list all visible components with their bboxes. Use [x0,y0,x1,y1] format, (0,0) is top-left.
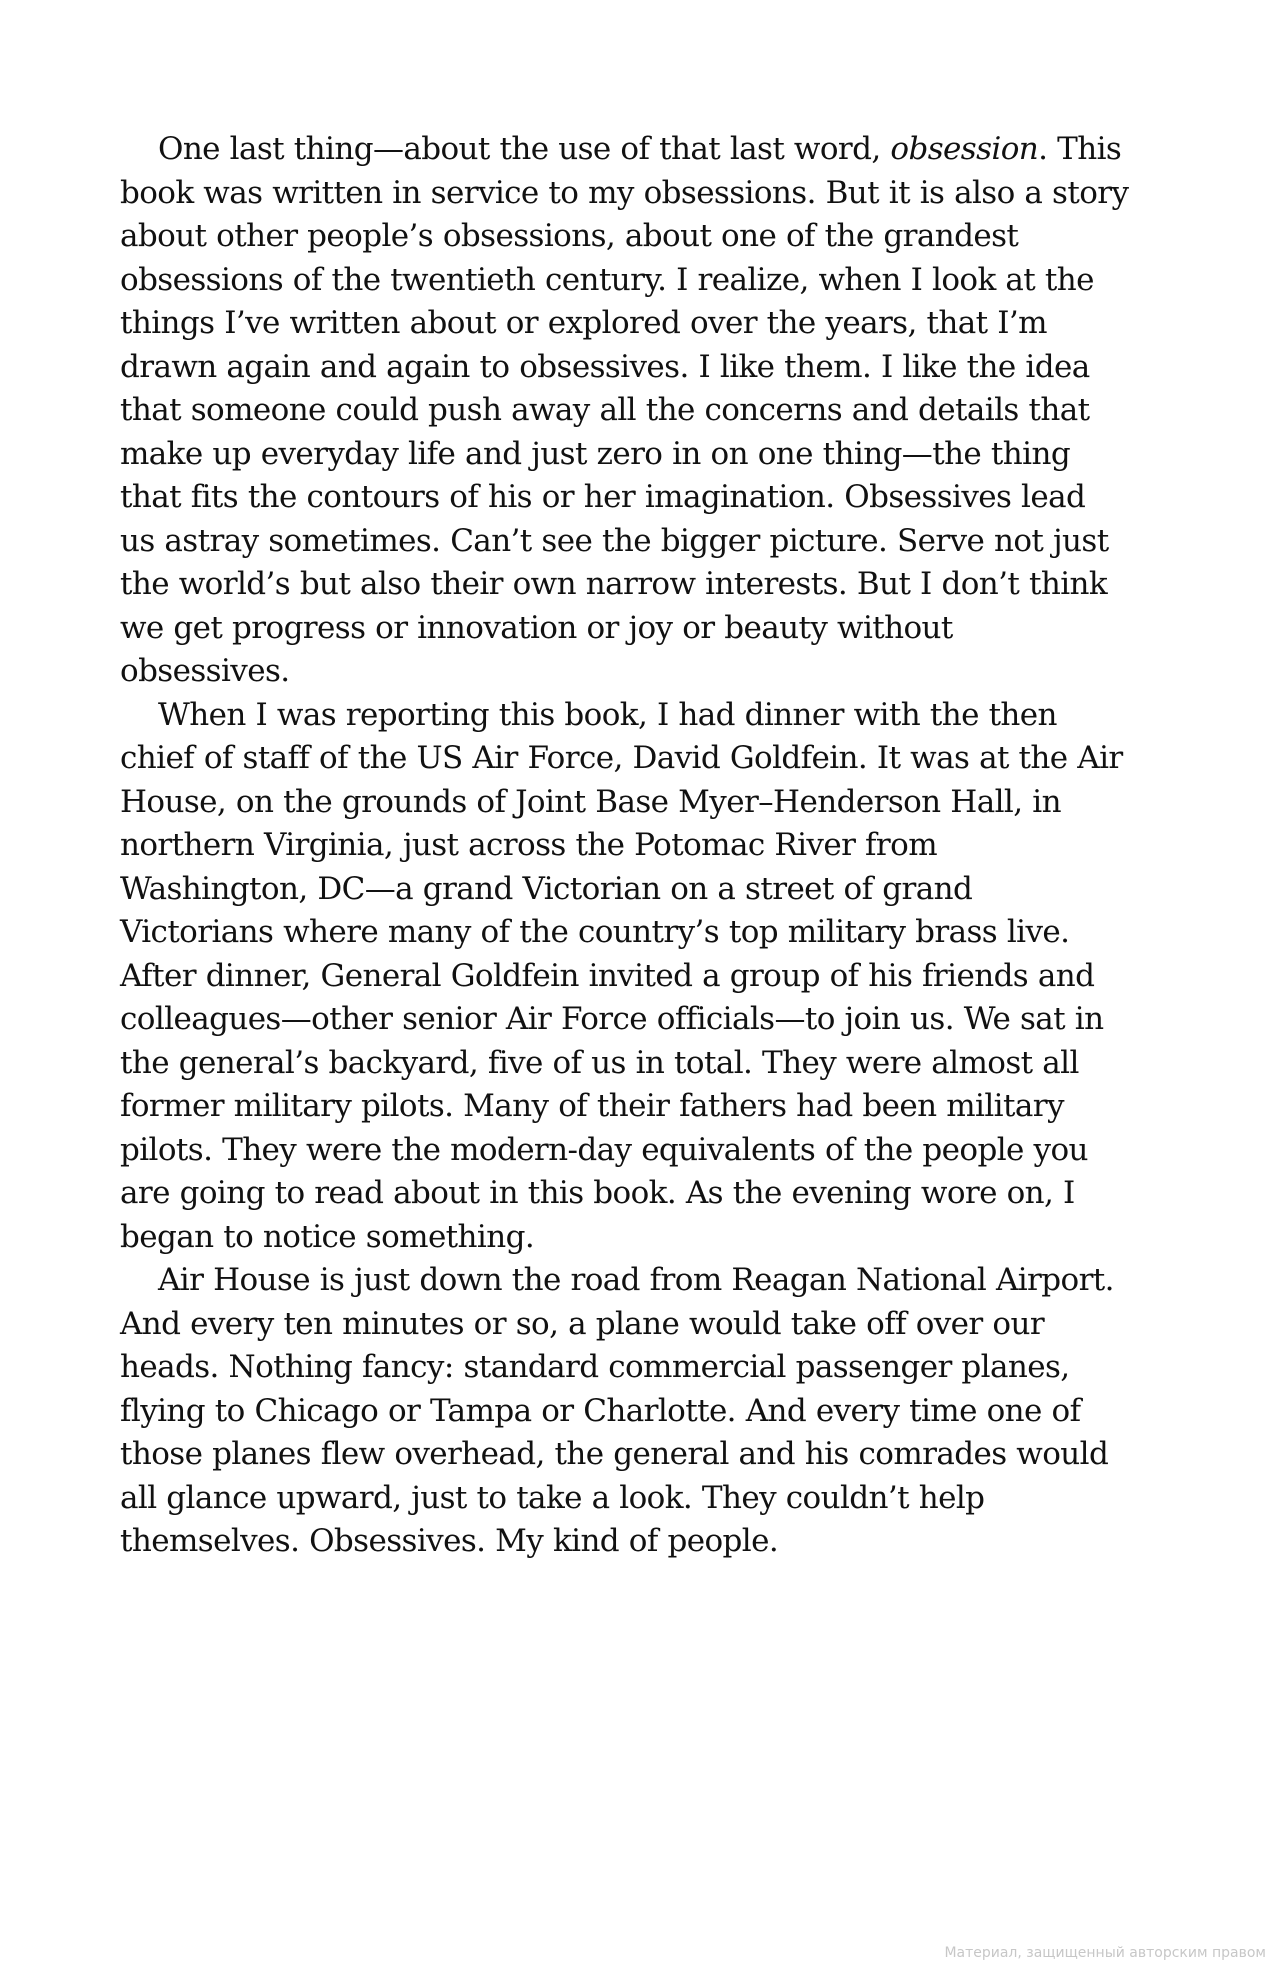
text-segment: the general’s backyard, five of us in total. They were almost all [120,1044,1079,1081]
text-line [120,476,1190,520]
text-segment: that fits the contours of his or her imagination. Obsessives lead [120,479,1086,515]
text-segment: Victorians where many of the country’s top military brass live. [120,914,1070,950]
text-line [120,998,1190,1042]
text-line [120,1042,1190,1086]
text-line [120,215,1190,259]
text-line [120,694,1190,738]
text-line [120,607,1190,651]
text-line [120,911,1190,955]
text-segment: we get progress or innovation or joy or beauty without [120,609,953,646]
text-segment: House, on the grounds of Joint Base Myer–Henderson Hall, in [120,783,1061,820]
text-segment: northern Virginia, just across the Potomac River from [120,827,937,863]
body-text [120,128,1190,1564]
text-line [120,650,1190,694]
text-segment: are going to read about in this book. As the evening wore on, I [120,1175,1075,1211]
text-line [120,781,1190,825]
text-line [120,346,1190,390]
text-line [120,1172,1190,1216]
text-line [120,1216,1190,1260]
text-segment: book was written in service to my obsessions. But it is also a story [120,174,1129,211]
text-segment: And every ten minutes or so, a plane would take off over our [120,1305,1045,1342]
text-segment: those planes flew overhead, the general and his comrades would [120,1436,1109,1472]
text-segment: Air House is just down the road from Reagan National Airport. [158,1262,1114,1298]
text-line [120,520,1190,564]
text-line [120,1477,1190,1521]
text-segment: about other people’s obsessions, about one of the grandest [120,218,1019,254]
text-line [120,737,1190,781]
text-line [120,433,1190,477]
text-line [120,1085,1190,1129]
text-line [120,1259,1190,1303]
text-segment: colleagues—other senior Air Force officials—to join us. We sat in [120,1001,1104,1037]
text-segment: obsessives. [120,653,290,689]
text-line [120,563,1190,607]
text-line [120,824,1190,868]
text-line [120,128,1190,172]
text-line [120,868,1190,912]
text-line [120,1129,1190,1173]
text-segment: obsessions of the twentieth century. I realize, when I look at the [120,261,1094,298]
text-segment: . This [1038,131,1122,167]
text-segment: themselves. Obsessives. My kind of people. [120,1523,779,1559]
text-line [120,1520,1190,1564]
text-segment: Washington, DC—a grand Victorian on a street of grand [120,870,973,907]
text-segment: flying to Chicago or Tampa or Charlotte. And every time one of [120,1392,1081,1429]
text-segment: pilots. They were the modern-day equivalents of the people you [120,1131,1088,1168]
text-segment: things I’ve written about or explored over the years, that I’m [120,305,1047,341]
text-segment: When I was reporting this book, I had dinner with the then [158,696,1057,733]
text-line [120,1433,1190,1477]
text-line [120,1346,1190,1390]
text-line [120,259,1190,303]
text-segment: the world’s but also their own narrow interests. But I don’t think [120,566,1108,602]
text-segment: all glance upward, just to take a look. They couldn’t help [120,1479,985,1516]
text-segment: former military pilots. Many of their fathers had been military [120,1088,1064,1124]
paragraph [120,128,1190,694]
text-line [120,1390,1190,1434]
text-segment: chief of staff of the US Air Force, David Goldfein. It was at the Air [120,740,1123,776]
paragraph [120,694,1190,1260]
text-segment: us astray sometimes. Can’t see the bigger picture. Serve not just [120,522,1109,559]
text-segment: began to notice something. [120,1218,535,1255]
text-segment: drawn again and again to obsessives. I like them. I like the idea [120,348,1090,385]
text-line [120,955,1190,999]
text-segment: that someone could push away all the concerns and details that [120,392,1090,428]
text-line [120,389,1190,433]
text-line [120,1303,1190,1347]
text-segment: After dinner, General Goldfein invited a group of his friends and [120,957,1095,994]
italic-text: obsession [890,131,1039,167]
text-line [120,172,1190,216]
paragraph [120,1259,1190,1564]
copyright-watermark: Материал, защищенный авторским правом [944,1945,1266,1961]
text-segment: One last thing—about the use of that last word, [158,131,891,167]
text-line [120,302,1190,346]
text-segment: heads. Nothing fancy: standard commercial passenger planes, [120,1349,1070,1385]
text-segment: make up everyday life and just zero in on one thing—the thing [120,435,1071,472]
